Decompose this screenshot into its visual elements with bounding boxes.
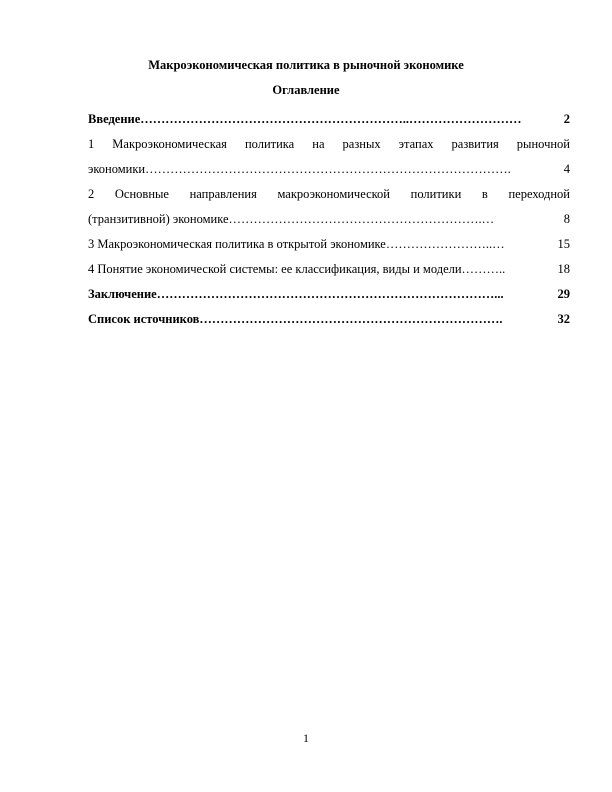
toc-page-3: 15 — [557, 237, 570, 251]
toc-page-intro: 2 — [563, 112, 570, 126]
toc-label-3: 3 Макроэкономическая политика в открытой экономике……………………..… — [88, 237, 505, 251]
toc-entry-4 — [88, 257, 570, 282]
page-number: 1 — [303, 731, 309, 745]
toc-heading: Оглавление — [272, 83, 340, 97]
toc-page-4: 18 — [557, 262, 570, 276]
toc-entry-1-line2 — [88, 157, 570, 182]
toc-label-sources: Список источников………………………………………………………………. — [88, 312, 503, 326]
toc-label-1: экономики……………………………………………………………………………. — [88, 162, 511, 176]
toc-label-4: 4 Понятие экономической системы: ее классификация, виды и модели……….. — [88, 262, 506, 276]
toc-page-2: 8 — [563, 212, 570, 226]
toc-label-conclusion: Заключение………………………………………………………………………... — [88, 287, 504, 301]
toc-entry-2-line1: 2 Основные направления макроэкономической политики в переходной — [88, 187, 570, 201]
document-title: Макроэкономическая политика в рыночной экономике — [148, 58, 464, 72]
toc-entry-1-line1: 1 Макроэкономическая политика на разных этапах развития рыночной — [88, 137, 570, 151]
toc-label-intro: Введение………………………………………………………..……………………… — [88, 112, 522, 126]
toc-entry-sources — [88, 307, 570, 332]
toc-page-sources: 32 — [557, 312, 570, 326]
toc-page-conclusion: 29 — [557, 287, 570, 301]
table-of-contents — [88, 107, 570, 332]
toc-entry-2-line2 — [88, 207, 570, 232]
toc-label-2: (транзитивной) экономике…………………………………………………….… — [88, 212, 495, 226]
toc-entry-conclusion — [88, 282, 570, 307]
toc-entry-3 — [88, 232, 570, 257]
toc-entry-intro — [88, 107, 570, 132]
toc-page-1: 4 — [563, 162, 570, 176]
